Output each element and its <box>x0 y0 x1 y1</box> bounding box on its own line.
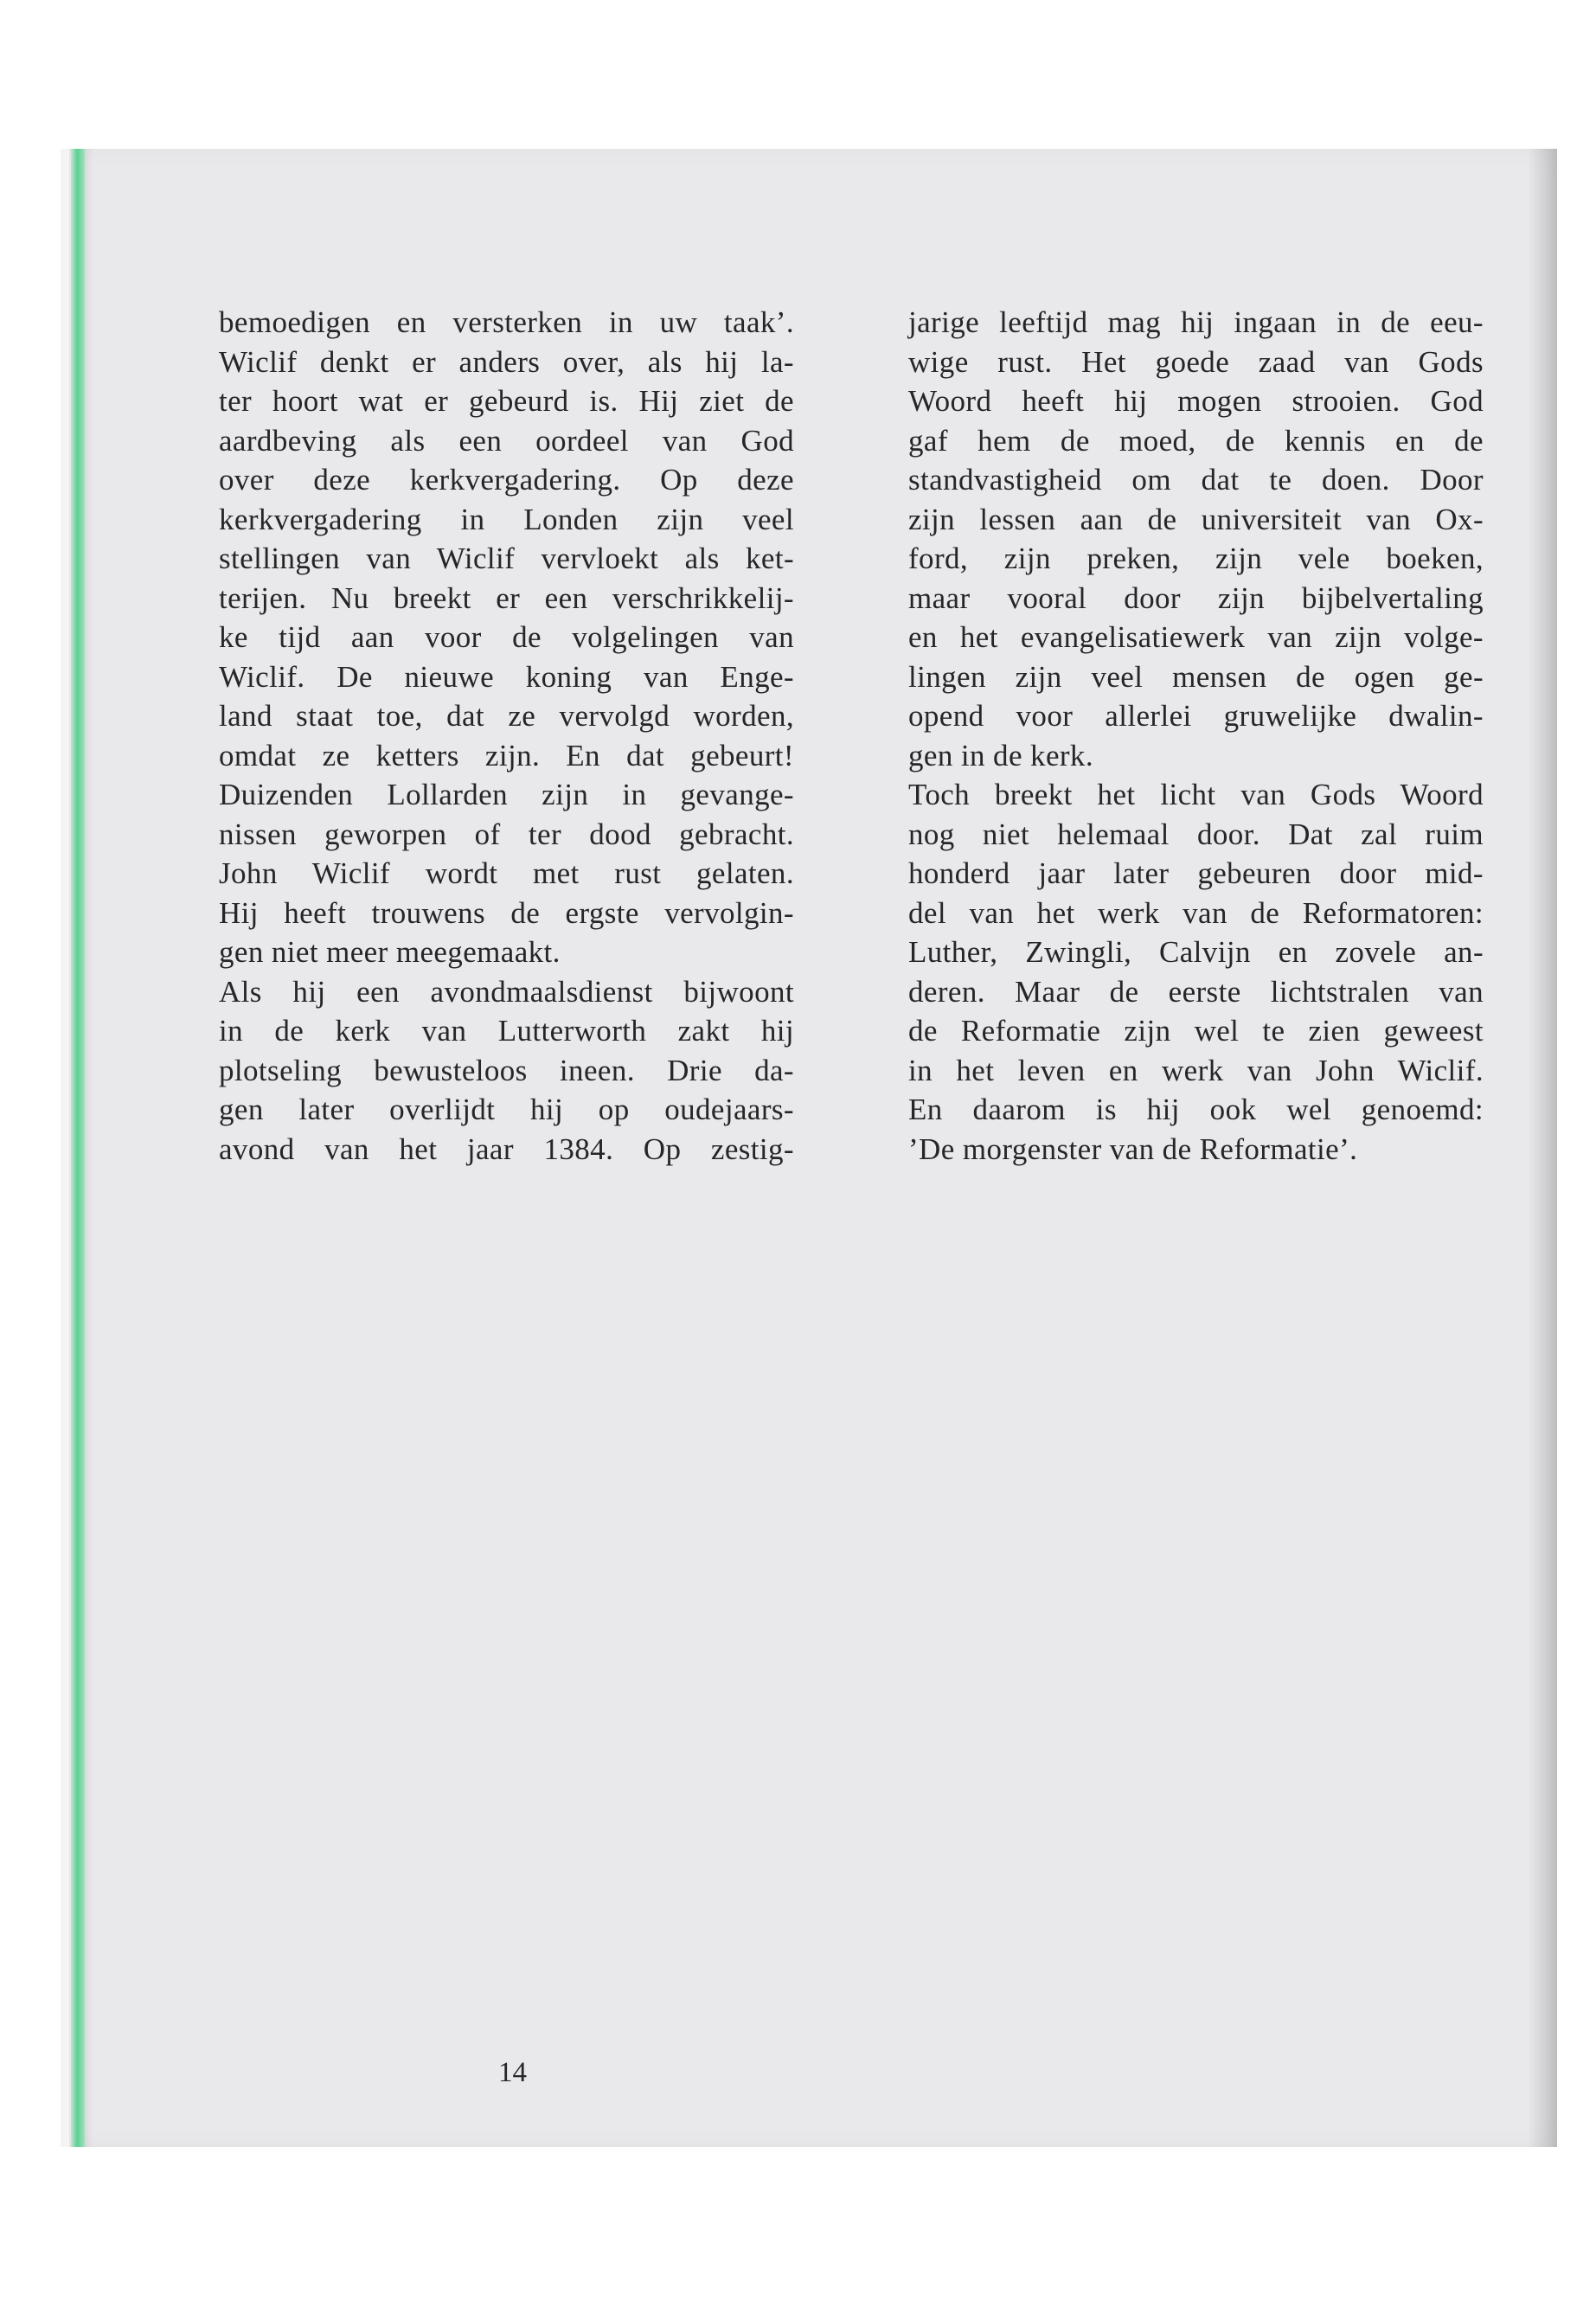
text-line: opend voor allerlei gruwelijke dwalin- <box>908 699 1484 733</box>
text-line: Als hij een avondmaalsdienst bijwoont <box>219 974 794 1009</box>
text-line: Luther, Zwingli, Calvijn en zovele an- <box>908 935 1484 969</box>
page-number: 14 <box>498 2057 527 2088</box>
text-line: bemoedigen en versterken in uw taak’. <box>219 305 794 339</box>
text-line: land staat toe, dat ze vervolgd worden, <box>219 699 794 733</box>
text-line: En daarom is hij ook wel genoemd: <box>908 1093 1484 1126</box>
text-line: ’De morgenster van de Reformatie’. <box>908 1131 1358 1166</box>
text-line: ford, zijn preken, zijn vele boeken, <box>908 542 1484 575</box>
text-line: in de kerk van Lutterworth zakt hij <box>219 1014 794 1048</box>
text-line: plotseling bewusteloos ineen. Drie da- <box>219 1053 794 1087</box>
text-line: ter hoort wat er gebeurd is. Hij ziet de <box>219 384 794 418</box>
text-line: stellingen van Wiclif vervloekt als ket- <box>219 542 794 575</box>
binding-strip <box>71 149 85 2147</box>
text-line: omdat ze ketters zijn. En dat gebeurt! <box>219 738 794 772</box>
text-line: deren. Maar de eerste lichtstralen van <box>908 974 1484 1009</box>
text-line: in het leven en werk van John Wiclif. <box>908 1053 1484 1087</box>
page-edge-shadow <box>1528 149 1557 2147</box>
text-line: Duizenden Lollarden zijn in gevange- <box>219 778 794 811</box>
text-line: lingen zijn veel mensen de ogen ge- <box>908 659 1484 694</box>
text-line: nog niet helemaal door. Dat zal ruim <box>908 817 1484 851</box>
text-line: Wiclif. De nieuwe koning van Enge- <box>219 659 794 694</box>
text-line: avond van het jaar 1384. Op zestig- <box>219 1131 794 1166</box>
text-line: Woord heeft hij mogen strooien. God <box>908 384 1484 418</box>
text-line: zijn lessen aan de universiteit van Ox- <box>908 502 1484 536</box>
text-line: terijen. Nu breekt er een verschrikkelij- <box>219 580 794 615</box>
text-line: aardbeving als een oordeel van God <box>219 423 794 458</box>
text-line: John Wiclif wordt met rust gelaten. <box>219 856 794 890</box>
text-line: maar vooral door zijn bijbelvertaling <box>908 580 1484 615</box>
right-text-column <box>908 303 1484 1169</box>
text-line: jarige leeftijd mag hij ingaan in de eeu- <box>908 305 1484 339</box>
text-line: Hij heeft trouwens de ergste vervolgin- <box>219 895 794 930</box>
text-line: del van het werk van de Reformatoren: <box>908 895 1484 930</box>
text-line: en het evangelisatiewerk van zijn volge- <box>908 620 1484 654</box>
binding-shadow <box>85 149 93 2147</box>
text-line: ke tijd aan voor de volgelingen van <box>219 620 794 654</box>
text-line: gen niet meer meegemaakt. <box>219 935 561 969</box>
text-line: gen later overlijdt hij op oudejaars- <box>219 1093 794 1126</box>
text-line: Toch breekt het licht van Gods Woord <box>908 778 1484 811</box>
text-line: de Reformatie zijn wel te zien geweest <box>908 1014 1484 1048</box>
left-text-column <box>219 303 794 1169</box>
text-line: nissen geworpen of ter dood gebracht. <box>219 817 794 851</box>
text-line: standvastigheid om dat te doen. Door <box>908 463 1484 497</box>
text-line: wige rust. Het goede zaad van Gods <box>908 344 1484 379</box>
text-line: kerkvergadering in Londen zijn veel <box>219 502 794 536</box>
text-line: gaf hem de moed, de kennis en de <box>908 423 1484 458</box>
text-line: over deze kerkvergadering. Op deze <box>219 463 794 497</box>
text-line: gen in de kerk. <box>908 738 1093 772</box>
text-line: Wiclif denkt er anders over, als hij la- <box>219 344 794 379</box>
book-page <box>61 149 1557 2147</box>
page-edge <box>61 149 69 2147</box>
text-line: honderd jaar later gebeuren door mid- <box>908 856 1484 890</box>
